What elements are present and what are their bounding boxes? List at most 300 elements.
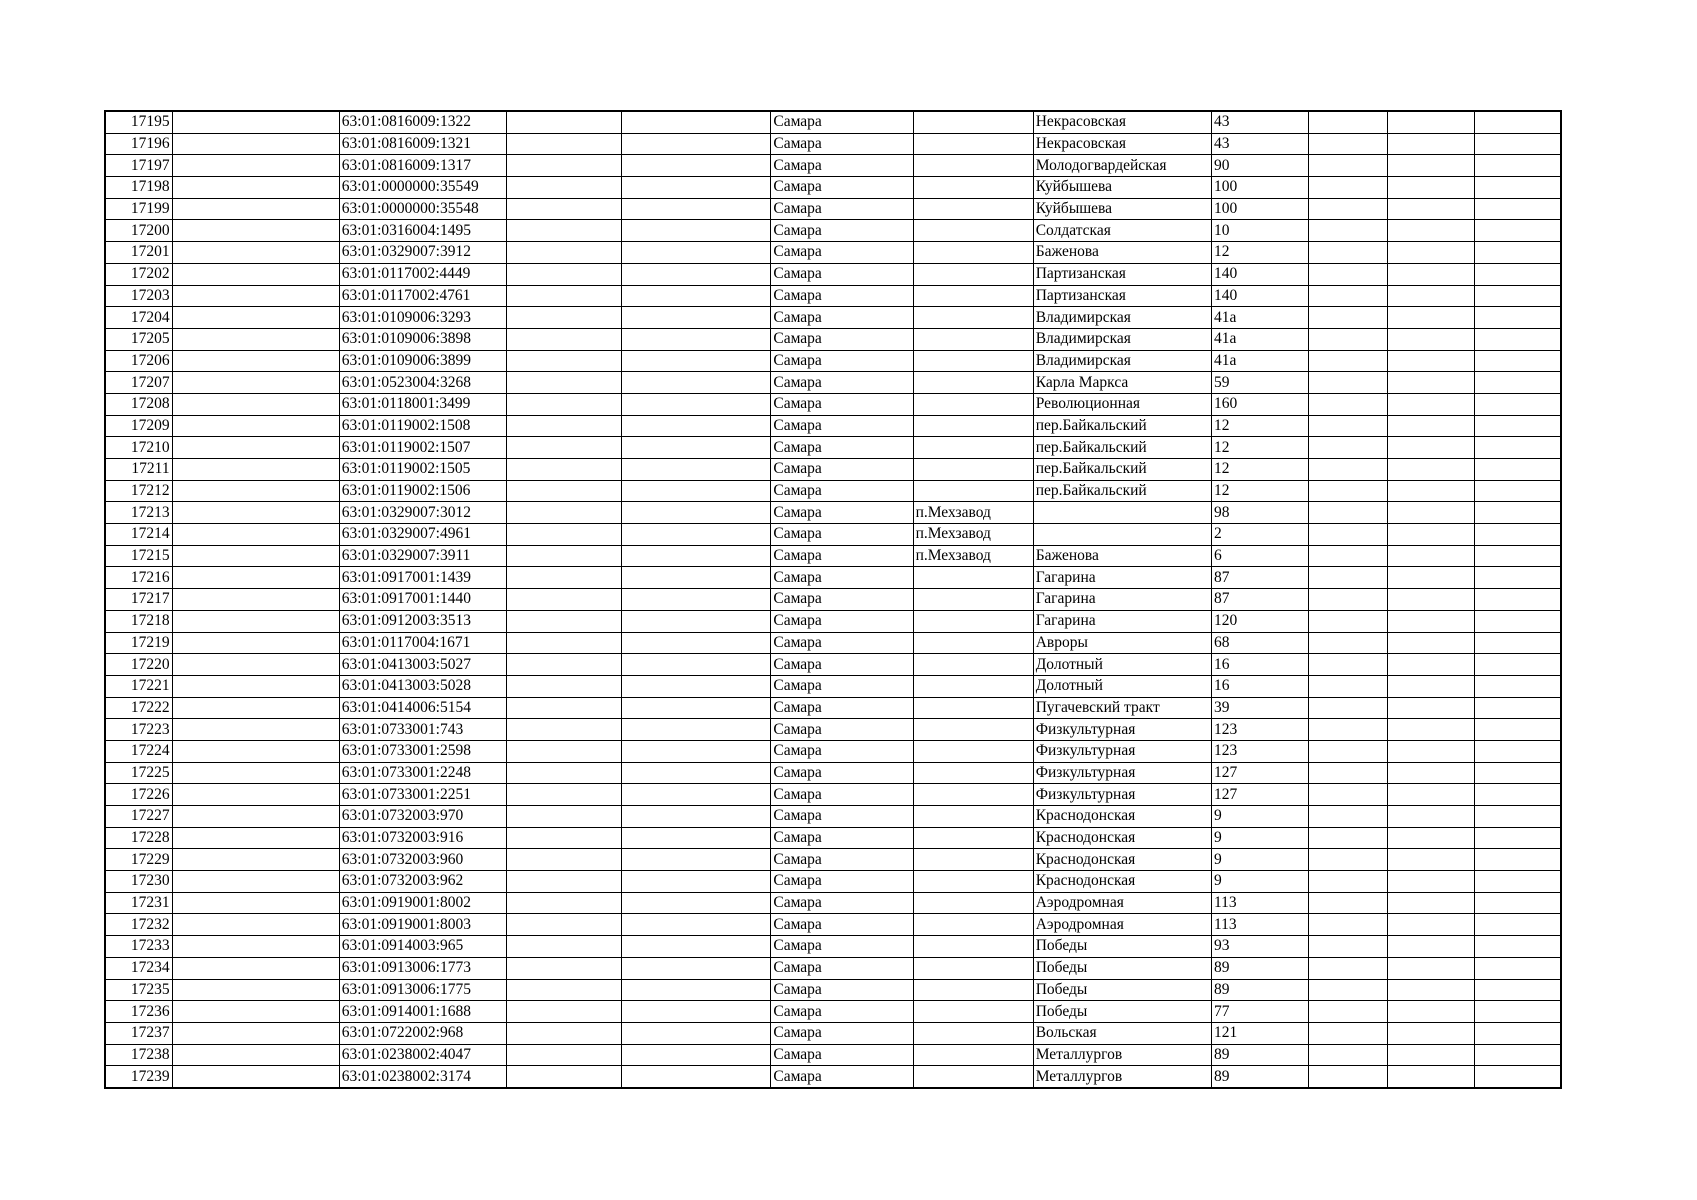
blank-cell xyxy=(622,892,771,914)
blank-cell xyxy=(172,307,339,329)
house-number-cell: 87 xyxy=(1211,589,1308,611)
table-row xyxy=(105,632,1561,654)
blank-cell xyxy=(622,177,771,199)
cadastral-number-cell: 63:01:0913006:1775 xyxy=(339,979,506,1001)
cadastral-number-cell: 63:01:0119002:1507 xyxy=(339,437,506,459)
blank-cell xyxy=(1309,459,1388,481)
row-number-cell: 17224 xyxy=(105,740,172,762)
blank-cell xyxy=(1309,198,1388,220)
blank-cell xyxy=(1309,328,1388,350)
blank-cell xyxy=(172,480,339,502)
city-cell: Самара xyxy=(771,740,913,762)
blank-cell xyxy=(1388,827,1475,849)
settlement-cell xyxy=(913,415,1033,437)
house-number-cell: 77 xyxy=(1211,1001,1308,1023)
blank-cell xyxy=(622,567,771,589)
city-cell: Самара xyxy=(771,936,913,958)
blank-cell xyxy=(1309,220,1388,242)
blank-cell xyxy=(1388,784,1475,806)
blank-cell xyxy=(1475,285,1561,307)
blank-cell xyxy=(507,285,622,307)
blank-cell xyxy=(1309,242,1388,264)
blank-cell xyxy=(1388,675,1475,697)
blank-cell xyxy=(1309,307,1388,329)
table-row xyxy=(105,979,1561,1001)
cadastral-number-cell: 63:01:0913006:1773 xyxy=(339,957,506,979)
street-cell: Металлургов xyxy=(1033,1044,1211,1066)
blank-cell xyxy=(1388,589,1475,611)
blank-cell xyxy=(1388,849,1475,871)
blank-cell xyxy=(1309,263,1388,285)
blank-cell xyxy=(1309,1022,1388,1044)
house-number-cell: 2 xyxy=(1211,524,1308,546)
settlement-cell xyxy=(913,177,1033,199)
city-cell: Самара xyxy=(771,220,913,242)
table-row xyxy=(105,914,1561,936)
blank-cell xyxy=(507,307,622,329)
blank-cell xyxy=(172,871,339,893)
table-row xyxy=(105,1044,1561,1066)
house-number-cell: 43 xyxy=(1211,111,1308,133)
city-cell: Самара xyxy=(771,263,913,285)
cadastral-number-cell: 63:01:0329007:3012 xyxy=(339,502,506,524)
street-cell: Краснодонская xyxy=(1033,849,1211,871)
city-cell: Самара xyxy=(771,719,913,741)
city-cell: Самара xyxy=(771,979,913,1001)
blank-cell xyxy=(172,1044,339,1066)
blank-cell xyxy=(622,675,771,697)
blank-cell xyxy=(507,459,622,481)
blank-cell xyxy=(1475,632,1561,654)
blank-cell xyxy=(1309,567,1388,589)
city-cell: Самара xyxy=(771,871,913,893)
blank-cell xyxy=(507,220,622,242)
row-number-cell: 17198 xyxy=(105,177,172,199)
street-cell: Баженова xyxy=(1033,242,1211,264)
blank-cell xyxy=(172,133,339,155)
blank-cell xyxy=(622,307,771,329)
table-row xyxy=(105,177,1561,199)
cadastral-number-cell: 63:01:0919001:8002 xyxy=(339,892,506,914)
house-number-cell: 10 xyxy=(1211,220,1308,242)
blank-cell xyxy=(1309,524,1388,546)
house-number-cell: 98 xyxy=(1211,502,1308,524)
blank-cell xyxy=(172,567,339,589)
blank-cell xyxy=(1388,632,1475,654)
blank-cell xyxy=(172,849,339,871)
blank-cell xyxy=(622,372,771,394)
blank-cell xyxy=(172,545,339,567)
cadastral-number-cell: 63:01:0109006:3898 xyxy=(339,328,506,350)
blank-cell xyxy=(1475,1022,1561,1044)
blank-cell xyxy=(1475,979,1561,1001)
blank-cell xyxy=(1475,545,1561,567)
table-row xyxy=(105,350,1561,372)
settlement-cell xyxy=(913,697,1033,719)
blank-cell xyxy=(1309,545,1388,567)
blank-cell xyxy=(1475,610,1561,632)
row-number-cell: 17229 xyxy=(105,849,172,871)
street-cell: Аэродромная xyxy=(1033,914,1211,936)
blank-cell xyxy=(507,372,622,394)
blank-cell xyxy=(1475,437,1561,459)
table-row xyxy=(105,545,1561,567)
house-number-cell: 39 xyxy=(1211,697,1308,719)
cadastral-number-cell: 63:01:0733001:743 xyxy=(339,719,506,741)
settlement-cell xyxy=(913,1022,1033,1044)
blank-cell xyxy=(1388,328,1475,350)
blank-cell xyxy=(507,1022,622,1044)
blank-cell xyxy=(507,589,622,611)
cadastral-number-cell: 63:01:0816009:1317 xyxy=(339,155,506,177)
blank-cell xyxy=(1309,437,1388,459)
street-cell: Гагарина xyxy=(1033,610,1211,632)
street-cell: Партизанская xyxy=(1033,263,1211,285)
blank-cell xyxy=(172,1001,339,1023)
settlement-cell xyxy=(913,871,1033,893)
row-number-cell: 17219 xyxy=(105,632,172,654)
blank-cell xyxy=(622,719,771,741)
settlement-cell xyxy=(913,372,1033,394)
blank-cell xyxy=(1388,957,1475,979)
house-number-cell: 160 xyxy=(1211,393,1308,415)
row-number-cell: 17203 xyxy=(105,285,172,307)
blank-cell xyxy=(1388,220,1475,242)
cadastral-number-cell: 63:01:0732003:916 xyxy=(339,827,506,849)
settlement-cell xyxy=(913,111,1033,133)
house-number-cell: 113 xyxy=(1211,914,1308,936)
row-number-cell: 17236 xyxy=(105,1001,172,1023)
house-number-cell: 120 xyxy=(1211,610,1308,632)
row-number-cell: 17197 xyxy=(105,155,172,177)
settlement-cell xyxy=(913,827,1033,849)
blank-cell xyxy=(507,263,622,285)
house-number-cell: 90 xyxy=(1211,155,1308,177)
cadastral-number-cell: 63:01:0119002:1506 xyxy=(339,480,506,502)
blank-cell xyxy=(622,545,771,567)
blank-cell xyxy=(1309,1066,1388,1088)
row-number-cell: 17204 xyxy=(105,307,172,329)
blank-cell xyxy=(1309,133,1388,155)
blank-cell xyxy=(507,437,622,459)
blank-cell xyxy=(1475,567,1561,589)
cadastral-number-cell: 63:01:0329007:3912 xyxy=(339,242,506,264)
cadastral-number-cell: 63:01:0523004:3268 xyxy=(339,372,506,394)
table-row xyxy=(105,393,1561,415)
blank-cell xyxy=(172,155,339,177)
table-row xyxy=(105,675,1561,697)
blank-cell xyxy=(1309,111,1388,133)
blank-cell xyxy=(1309,849,1388,871)
blank-cell xyxy=(507,133,622,155)
city-cell: Самара xyxy=(771,177,913,199)
blank-cell xyxy=(1475,849,1561,871)
table-row xyxy=(105,1022,1561,1044)
blank-cell xyxy=(622,328,771,350)
settlement-cell xyxy=(913,610,1033,632)
row-number-cell: 17214 xyxy=(105,524,172,546)
row-number-cell: 17216 xyxy=(105,567,172,589)
street-cell: Металлургов xyxy=(1033,1066,1211,1088)
settlement-cell xyxy=(913,719,1033,741)
blank-cell xyxy=(172,177,339,199)
table-row xyxy=(105,328,1561,350)
row-number-cell: 17207 xyxy=(105,372,172,394)
table-row xyxy=(105,220,1561,242)
blank-cell xyxy=(622,459,771,481)
blank-cell xyxy=(1475,198,1561,220)
city-cell: Самара xyxy=(771,632,913,654)
table-row xyxy=(105,437,1561,459)
house-number-cell: 16 xyxy=(1211,675,1308,697)
row-number-cell: 17237 xyxy=(105,1022,172,1044)
street-cell: Некрасовская xyxy=(1033,133,1211,155)
blank-cell xyxy=(1475,806,1561,828)
blank-cell xyxy=(622,155,771,177)
row-number-cell: 17223 xyxy=(105,719,172,741)
blank-cell xyxy=(622,524,771,546)
row-number-cell: 17210 xyxy=(105,437,172,459)
blank-cell xyxy=(1309,957,1388,979)
city-cell: Самара xyxy=(771,784,913,806)
blank-cell xyxy=(172,979,339,1001)
blank-cell xyxy=(1475,459,1561,481)
cadastral-number-cell: 63:01:0109006:3899 xyxy=(339,350,506,372)
blank-cell xyxy=(507,393,622,415)
cadastral-number-cell: 63:01:0329007:3911 xyxy=(339,545,506,567)
cadastral-number-cell: 63:01:0912003:3513 xyxy=(339,610,506,632)
cadastral-number-cell: 63:01:0816009:1322 xyxy=(339,111,506,133)
blank-cell xyxy=(1388,654,1475,676)
blank-cell xyxy=(622,1066,771,1088)
table-row xyxy=(105,524,1561,546)
blank-cell xyxy=(1388,719,1475,741)
city-cell: Самара xyxy=(771,892,913,914)
blank-cell xyxy=(172,111,339,133)
blank-cell xyxy=(1388,480,1475,502)
street-cell: Победы xyxy=(1033,979,1211,1001)
settlement-cell xyxy=(913,459,1033,481)
blank-cell xyxy=(1309,415,1388,437)
settlement-cell xyxy=(913,133,1033,155)
blank-cell xyxy=(622,979,771,1001)
cadastral-number-cell: 63:01:0733001:2598 xyxy=(339,740,506,762)
settlement-cell xyxy=(913,762,1033,784)
blank-cell xyxy=(1388,936,1475,958)
blank-cell xyxy=(622,415,771,437)
table-row xyxy=(105,589,1561,611)
house-number-cell: 9 xyxy=(1211,827,1308,849)
house-number-cell: 123 xyxy=(1211,740,1308,762)
cadastral-number-cell: 63:01:0733001:2248 xyxy=(339,762,506,784)
house-number-cell: 43 xyxy=(1211,133,1308,155)
blank-cell xyxy=(507,849,622,871)
city-cell: Самара xyxy=(771,502,913,524)
city-cell: Самара xyxy=(771,545,913,567)
city-cell: Самара xyxy=(771,393,913,415)
blank-cell xyxy=(172,762,339,784)
street-cell: Физкультурная xyxy=(1033,740,1211,762)
blank-cell xyxy=(1309,502,1388,524)
city-cell: Самара xyxy=(771,350,913,372)
blank-cell xyxy=(1388,1001,1475,1023)
blank-cell xyxy=(1388,198,1475,220)
table-row xyxy=(105,198,1561,220)
blank-cell xyxy=(172,524,339,546)
blank-cell xyxy=(1309,936,1388,958)
house-number-cell: 140 xyxy=(1211,285,1308,307)
street-cell xyxy=(1033,524,1211,546)
blank-cell xyxy=(622,740,771,762)
cadastral-number-cell: 63:01:0109006:3293 xyxy=(339,307,506,329)
blank-cell xyxy=(1309,177,1388,199)
blank-cell xyxy=(1309,1044,1388,1066)
row-number-cell: 17217 xyxy=(105,589,172,611)
blank-cell xyxy=(507,350,622,372)
house-number-cell: 100 xyxy=(1211,198,1308,220)
blank-cell xyxy=(172,502,339,524)
blank-cell xyxy=(1309,979,1388,1001)
city-cell: Самара xyxy=(771,610,913,632)
house-number-cell: 12 xyxy=(1211,415,1308,437)
blank-cell xyxy=(622,871,771,893)
blank-cell xyxy=(622,263,771,285)
table-row xyxy=(105,610,1561,632)
blank-cell xyxy=(507,979,622,1001)
table-row xyxy=(105,133,1561,155)
row-number-cell: 17206 xyxy=(105,350,172,372)
blank-cell xyxy=(1475,784,1561,806)
city-cell: Самара xyxy=(771,480,913,502)
street-cell: Физкультурная xyxy=(1033,762,1211,784)
blank-cell xyxy=(1309,480,1388,502)
blank-cell xyxy=(507,892,622,914)
street-cell: Куйбышева xyxy=(1033,177,1211,199)
blank-cell xyxy=(622,350,771,372)
street-cell: Краснодонская xyxy=(1033,806,1211,828)
street-cell: Долотный xyxy=(1033,675,1211,697)
cadastral-number-cell: 63:01:0917001:1439 xyxy=(339,567,506,589)
blank-cell xyxy=(172,437,339,459)
street-cell: пер.Байкальский xyxy=(1033,415,1211,437)
street-cell xyxy=(1033,502,1211,524)
street-cell: Владимирская xyxy=(1033,350,1211,372)
street-cell: Солдатская xyxy=(1033,220,1211,242)
city-cell: Самара xyxy=(771,328,913,350)
street-cell: Физкультурная xyxy=(1033,719,1211,741)
blank-cell xyxy=(507,524,622,546)
blank-cell xyxy=(172,198,339,220)
blank-cell xyxy=(1309,285,1388,307)
blank-cell xyxy=(1388,242,1475,264)
blank-cell xyxy=(1475,740,1561,762)
blank-cell xyxy=(172,697,339,719)
row-number-cell: 17196 xyxy=(105,133,172,155)
city-cell: Самара xyxy=(771,827,913,849)
blank-cell xyxy=(1309,610,1388,632)
blank-cell xyxy=(1475,393,1561,415)
table-row xyxy=(105,263,1561,285)
blank-cell xyxy=(1388,914,1475,936)
city-cell: Самара xyxy=(771,1066,913,1088)
blank-cell xyxy=(507,415,622,437)
street-cell: Долотный xyxy=(1033,654,1211,676)
city-cell: Самара xyxy=(771,589,913,611)
blank-cell xyxy=(1388,155,1475,177)
blank-cell xyxy=(622,762,771,784)
house-number-cell: 9 xyxy=(1211,849,1308,871)
cadastral-number-cell: 63:01:0914001:1688 xyxy=(339,1001,506,1023)
cadastral-number-cell: 63:01:0118001:3499 xyxy=(339,393,506,415)
blank-cell xyxy=(1309,871,1388,893)
city-cell: Самара xyxy=(771,372,913,394)
blank-cell xyxy=(1475,263,1561,285)
row-number-cell: 17238 xyxy=(105,1044,172,1066)
row-number-cell: 17230 xyxy=(105,871,172,893)
blank-cell xyxy=(507,806,622,828)
settlement-cell xyxy=(913,675,1033,697)
blank-cell xyxy=(1388,177,1475,199)
blank-cell xyxy=(1475,111,1561,133)
table-row xyxy=(105,1001,1561,1023)
cadastral-number-cell: 63:01:0919001:8003 xyxy=(339,914,506,936)
table-row xyxy=(105,827,1561,849)
street-cell: Гагарина xyxy=(1033,589,1211,611)
table-row xyxy=(105,806,1561,828)
street-cell: Гагарина xyxy=(1033,567,1211,589)
blank-cell xyxy=(1475,1066,1561,1088)
blank-cell xyxy=(1475,307,1561,329)
row-number-cell: 17221 xyxy=(105,675,172,697)
street-cell: Некрасовская xyxy=(1033,111,1211,133)
street-cell: Победы xyxy=(1033,936,1211,958)
street-cell: Краснодонская xyxy=(1033,871,1211,893)
blank-cell xyxy=(1309,632,1388,654)
blank-cell xyxy=(622,632,771,654)
blank-cell xyxy=(507,610,622,632)
blank-cell xyxy=(1475,1044,1561,1066)
blank-cell xyxy=(507,545,622,567)
settlement-cell xyxy=(913,914,1033,936)
street-cell: Победы xyxy=(1033,957,1211,979)
blank-cell xyxy=(622,849,771,871)
blank-cell xyxy=(1475,589,1561,611)
cadastral-number-cell: 63:01:0414006:5154 xyxy=(339,697,506,719)
house-number-cell: 6 xyxy=(1211,545,1308,567)
blank-cell xyxy=(622,285,771,307)
row-number-cell: 17225 xyxy=(105,762,172,784)
row-number-cell: 17228 xyxy=(105,827,172,849)
blank-cell xyxy=(172,350,339,372)
blank-cell xyxy=(1388,437,1475,459)
blank-cell xyxy=(1475,654,1561,676)
table-row xyxy=(105,654,1561,676)
settlement-cell xyxy=(913,740,1033,762)
row-number-cell: 17232 xyxy=(105,914,172,936)
blank-cell xyxy=(1475,827,1561,849)
city-cell: Самара xyxy=(771,849,913,871)
blank-cell xyxy=(1388,1022,1475,1044)
blank-cell xyxy=(172,675,339,697)
settlement-cell xyxy=(913,198,1033,220)
row-number-cell: 17233 xyxy=(105,936,172,958)
table-row xyxy=(105,155,1561,177)
house-number-cell: 12 xyxy=(1211,242,1308,264)
blank-cell xyxy=(622,784,771,806)
blank-cell xyxy=(1309,892,1388,914)
city-cell: Самара xyxy=(771,1022,913,1044)
cadastral-number-cell: 63:01:0117002:4761 xyxy=(339,285,506,307)
